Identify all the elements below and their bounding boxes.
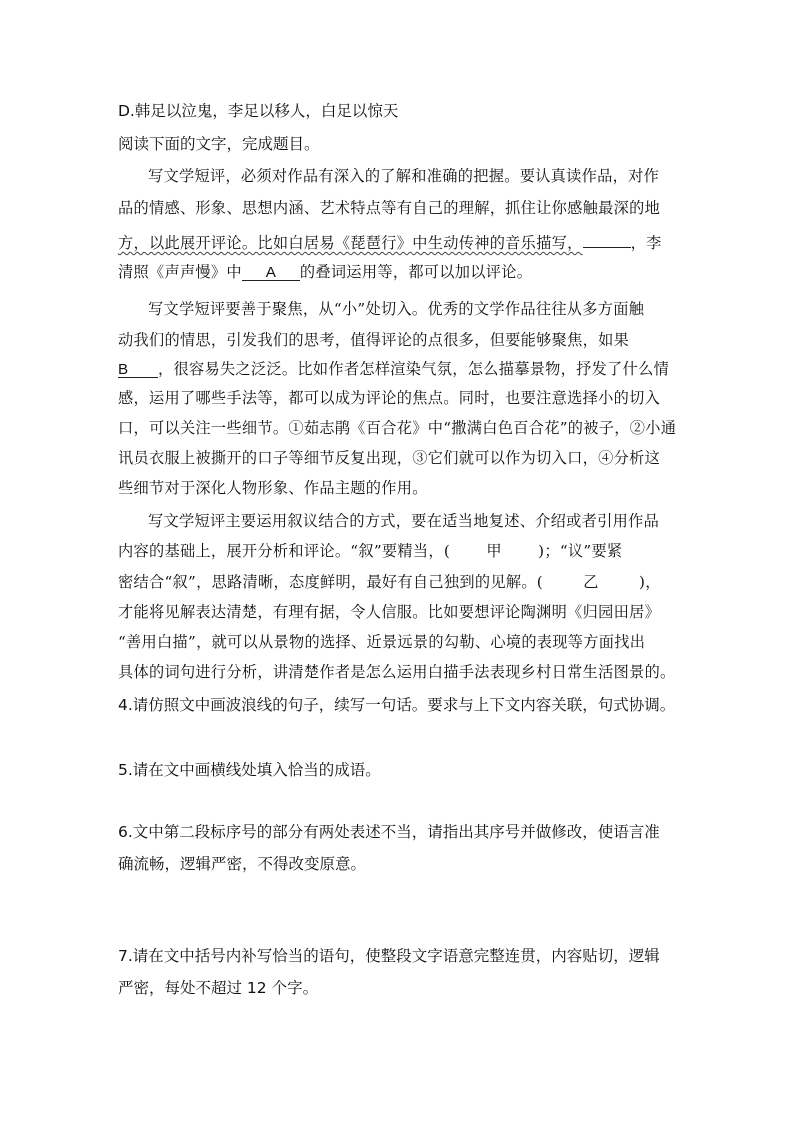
passage-p2-line2: 动我们的情思，引发我们的思考，值得评论的点很多，但要能够聚焦，如果 [118,331,630,349]
passage-p1-line4 [118,262,532,282]
passage-p3-line6: 具体的词句进行分析，讲清楚作者是怎么运用白描手法表现乡村日常生活图景的。 [118,663,676,681]
passage-p2-line5: 口，可以关注一些细节。①茹志鹃《百合花》中“撒满白色百合花”的被子，②小通 [118,419,677,437]
passage-text: 内容的基础上，展开分析和评论。“叙”要精当，( [118,542,451,560]
passage-p2-line6: 讯员衣服上被撕开的口子等细节反复出现，③它们就可以作为切入口，④分析这 [118,449,661,467]
passage-text: 清照《声声慢》中 [118,263,242,281]
passage-text: 的叠词运用等，都可以加以评论。 [299,263,533,281]
blank-b: B [118,360,158,378]
passage-text: )；“议”要紧 [538,542,623,560]
question-7-line2: 严密，每处不超过 12 个字。 [118,979,319,997]
passage-p3-line3 [118,572,661,592]
passage-p3-line4: 才能将见解表达清楚，有理有据，令人信服。比如要想评论陶渊明《归园田居》 [118,603,661,621]
passage-p2-line4: 感，运用了哪些手法等，都可以成为评论的焦点。同时，也要注意选择小的切入 [118,389,661,407]
passage-p1-line3 [118,230,662,253]
question-4: 4.请仿照文中画波浪线的句子，续写一句话。要求与上下文内容关联，句式协调。 [118,696,676,714]
passage-text: 密结合“叙”，思路清晰，态度鲜明，最好有自己独到的见解。( [118,573,544,591]
question-5: 5.请在文中画横线处填入恰当的成语。 [118,761,381,779]
question-6-line1: 6.文中第二段标序号的部分有两处表述不当，请指出其序号并做修改，使语言准 [118,823,660,841]
passage-text: ，很容易失之泛泛。比如作者怎样渲染气氛，怎么描摹景物，抒发了什么情 [158,360,670,378]
passage-p3-line2 [118,541,622,561]
paren-yi: 乙 [583,573,599,591]
reading-instruction: 阅读下面的文字，完成题目。 [118,135,320,153]
wavy-sentence: 方，以此展开评论。比如白居易《琵琶行》中生动传神的音乐描写， [118,234,583,252]
question-7-line1: 7.请在文中括号内补写恰当的语句，使整段文字语意完整连贯，内容贴切，逻辑 [118,947,660,965]
passage-p2-line7: 些细节对于深化人物形象、作品主题的作用。 [118,479,428,497]
passage-text: )， [639,573,661,591]
question-6-line2: 确流畅，逻辑严密，不得改变原意。 [118,855,367,873]
option-d: D.韩足以泣鬼，李足以移人，白足以惊天 [118,102,399,120]
passage-p3-line1: 写文学短评主要运用叙议结合的方式，要在适当地复述、介绍或者引用作品 [148,512,660,530]
wavy-blank [583,230,631,248]
passage-p2-line1: 写文学短评要善于聚焦，从“小”处切入。优秀的文学作品往往从多方面触 [148,300,645,318]
passage-p3-line5: “善用白描”，就可以从景物的选择、近景远景的勾勒、心境的表现等方面找出 [118,633,646,651]
paren-jia: 甲 [486,542,502,560]
passage-p1-line2: 品的情感、形象、思想内涵、艺术特点等有自己的理解，抓住让你感触最深的地 [118,199,661,217]
passage-p2-line3 [118,359,669,379]
blank-a: A [242,263,300,281]
passage-p1-line1: 写文学短评，必须对作品有深入的了解和准确的把握。要认真读作品，对作 [148,167,660,185]
passage-text: ，李 [630,234,662,252]
